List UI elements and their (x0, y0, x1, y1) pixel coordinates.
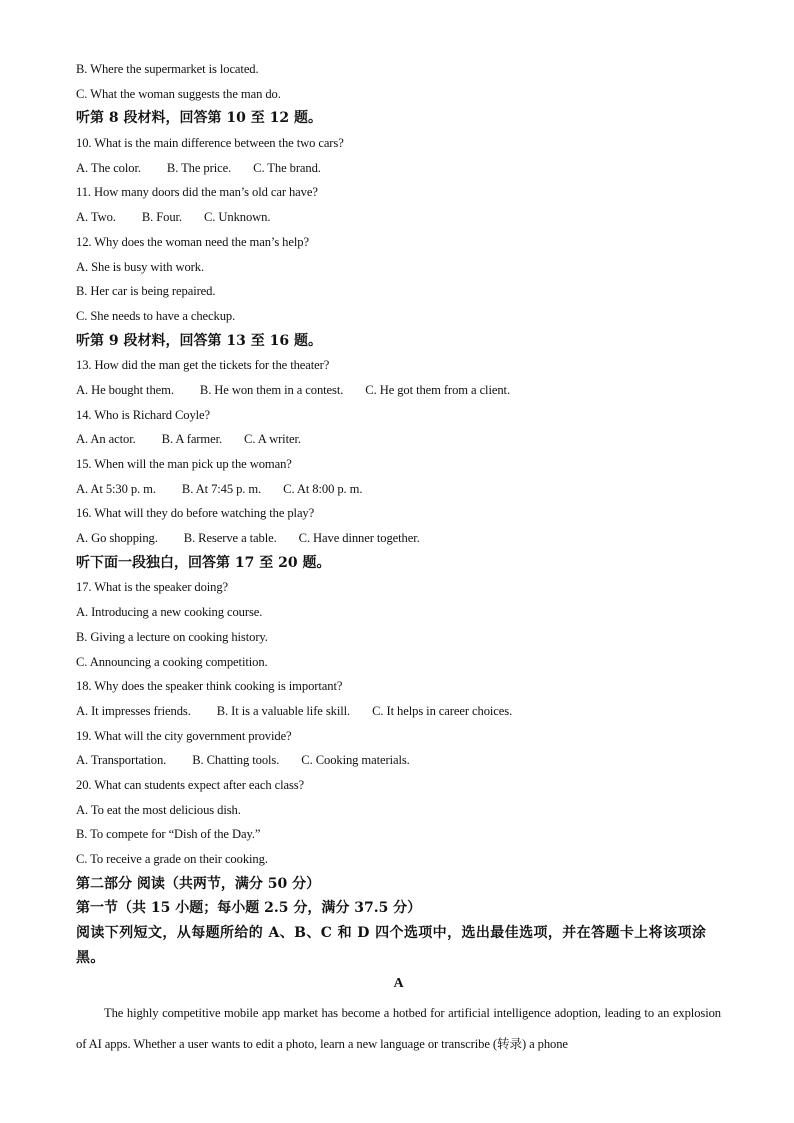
question-text: 12. Why does the woman need the man’s help? (76, 234, 309, 249)
option-row (76, 156, 721, 181)
passage-title: A (393, 976, 404, 992)
section-heading: 阅读下列短文，从每题所给的 A、B、C 和 D 四个选项中，选出最佳选项，并在答题卡上将该项涂黑。 (76, 925, 707, 966)
question-text: 10. What is the main difference between the two cars? (76, 136, 344, 151)
answer-option: B. Where the supermarket is located. (76, 62, 259, 76)
answer-option: A. Introducing a new cooking course. (76, 605, 263, 620)
question-text: 17. What is the speaker doing? (76, 580, 229, 595)
option-row (76, 205, 721, 230)
answer-option: C. The brand. (253, 160, 321, 175)
answer-option: A. He bought them. (76, 382, 174, 397)
question-text: 16. What will they do before watching the play? (76, 506, 315, 521)
answer-option: A. Two. (76, 210, 116, 225)
question-text: 14. Who is Richard Coyle? (76, 407, 211, 422)
answer-option: C. Unknown. (203, 210, 271, 225)
document-page (76, 57, 721, 1060)
answer-option: A. At 5:30 p. m. (76, 481, 156, 496)
section-heading: 第一节（共 15 小题；每小题 2.5 分，满分 37.5 分） (76, 900, 422, 917)
question-lines (76, 57, 721, 970)
answer-option: A. An actor. (76, 432, 136, 447)
option-row (76, 477, 721, 502)
answer-option: B. The price. (166, 160, 232, 175)
answer-option: B. Reserve a table. (183, 531, 277, 546)
answer-option: C. She needs to have a checkup. (76, 308, 236, 323)
answer-option: A. Transportation. (76, 753, 167, 768)
answer-option: A. To eat the most delicious dish. (76, 802, 241, 817)
answer-option: A. It impresses friends. (76, 703, 191, 718)
answer-option: B. At 7:45 p. m. (181, 481, 262, 496)
answer-option: C. Have dinner together. (298, 531, 420, 546)
question-text: 18. Why does the speaker think cooking is important? (76, 679, 343, 694)
section-heading: 听下面一段独白，回答第 17 至 20 题。 (76, 554, 331, 571)
option-row (76, 526, 721, 551)
answer-option: B. Giving a lecture on cooking history. (76, 629, 268, 644)
answer-option: C. It helps in career choices. (372, 703, 513, 718)
question-text: 11. How many doors did the man’s old car have? (76, 185, 318, 200)
answer-option: C. A writer. (244, 432, 301, 447)
question-text: 19. What will the city government provide? (76, 728, 292, 743)
section-heading: 听第 9 段材料，回答第 13 至 16 题。 (76, 332, 322, 349)
answer-option: B. A farmer. (161, 432, 223, 447)
option-row (76, 427, 721, 452)
answer-option: A. She is busy with work. (76, 259, 204, 274)
answer-option: B. Four. (141, 210, 182, 225)
option-row (76, 378, 721, 403)
passage-paragraph: The highly competitive mobile app market has become a hotbed for artificial intelligence adoption, leading to an explosion of AI apps. Whether a user wants to edit a photo, learn a new language or transcribe (转录) a phone (76, 1006, 721, 1052)
question-text: 13. How did the man get the tickets for the theater? (76, 358, 330, 373)
answer-option: C. What the woman suggests the man do. (76, 86, 281, 101)
answer-option: C. Announcing a cooking competition. (76, 654, 268, 669)
answer-option: C. Cooking materials. (301, 753, 410, 768)
answer-option: A. The color. (76, 160, 141, 175)
option-row (76, 699, 721, 724)
question-text: 15. When will the man pick up the woman? (76, 457, 292, 471)
answer-option: C. He got them from a client. (365, 382, 510, 397)
answer-option: B. To compete for “Dish of the Day.” (76, 827, 261, 842)
section-heading: 第二部分 阅读（共两节，满分 50 分） (76, 875, 321, 892)
answer-option: B. Chatting tools. (192, 753, 280, 768)
answer-option: B. It is a valuable life skill. (216, 703, 351, 718)
section-heading: 听第 8 段材料，回答第 10 至 12 题。 (76, 110, 322, 127)
option-row (76, 748, 721, 773)
question-text: 20. What can students expect after each class? (76, 777, 305, 792)
answer-option: B. Her car is being repaired. (76, 284, 216, 299)
answer-option: B. He won them in a contest. (199, 382, 344, 397)
answer-option: A. Go shopping. (76, 531, 158, 546)
answer-option: C. To receive a grade on their cooking. (76, 852, 268, 866)
answer-option: C. At 8:00 p. m. (283, 481, 363, 496)
